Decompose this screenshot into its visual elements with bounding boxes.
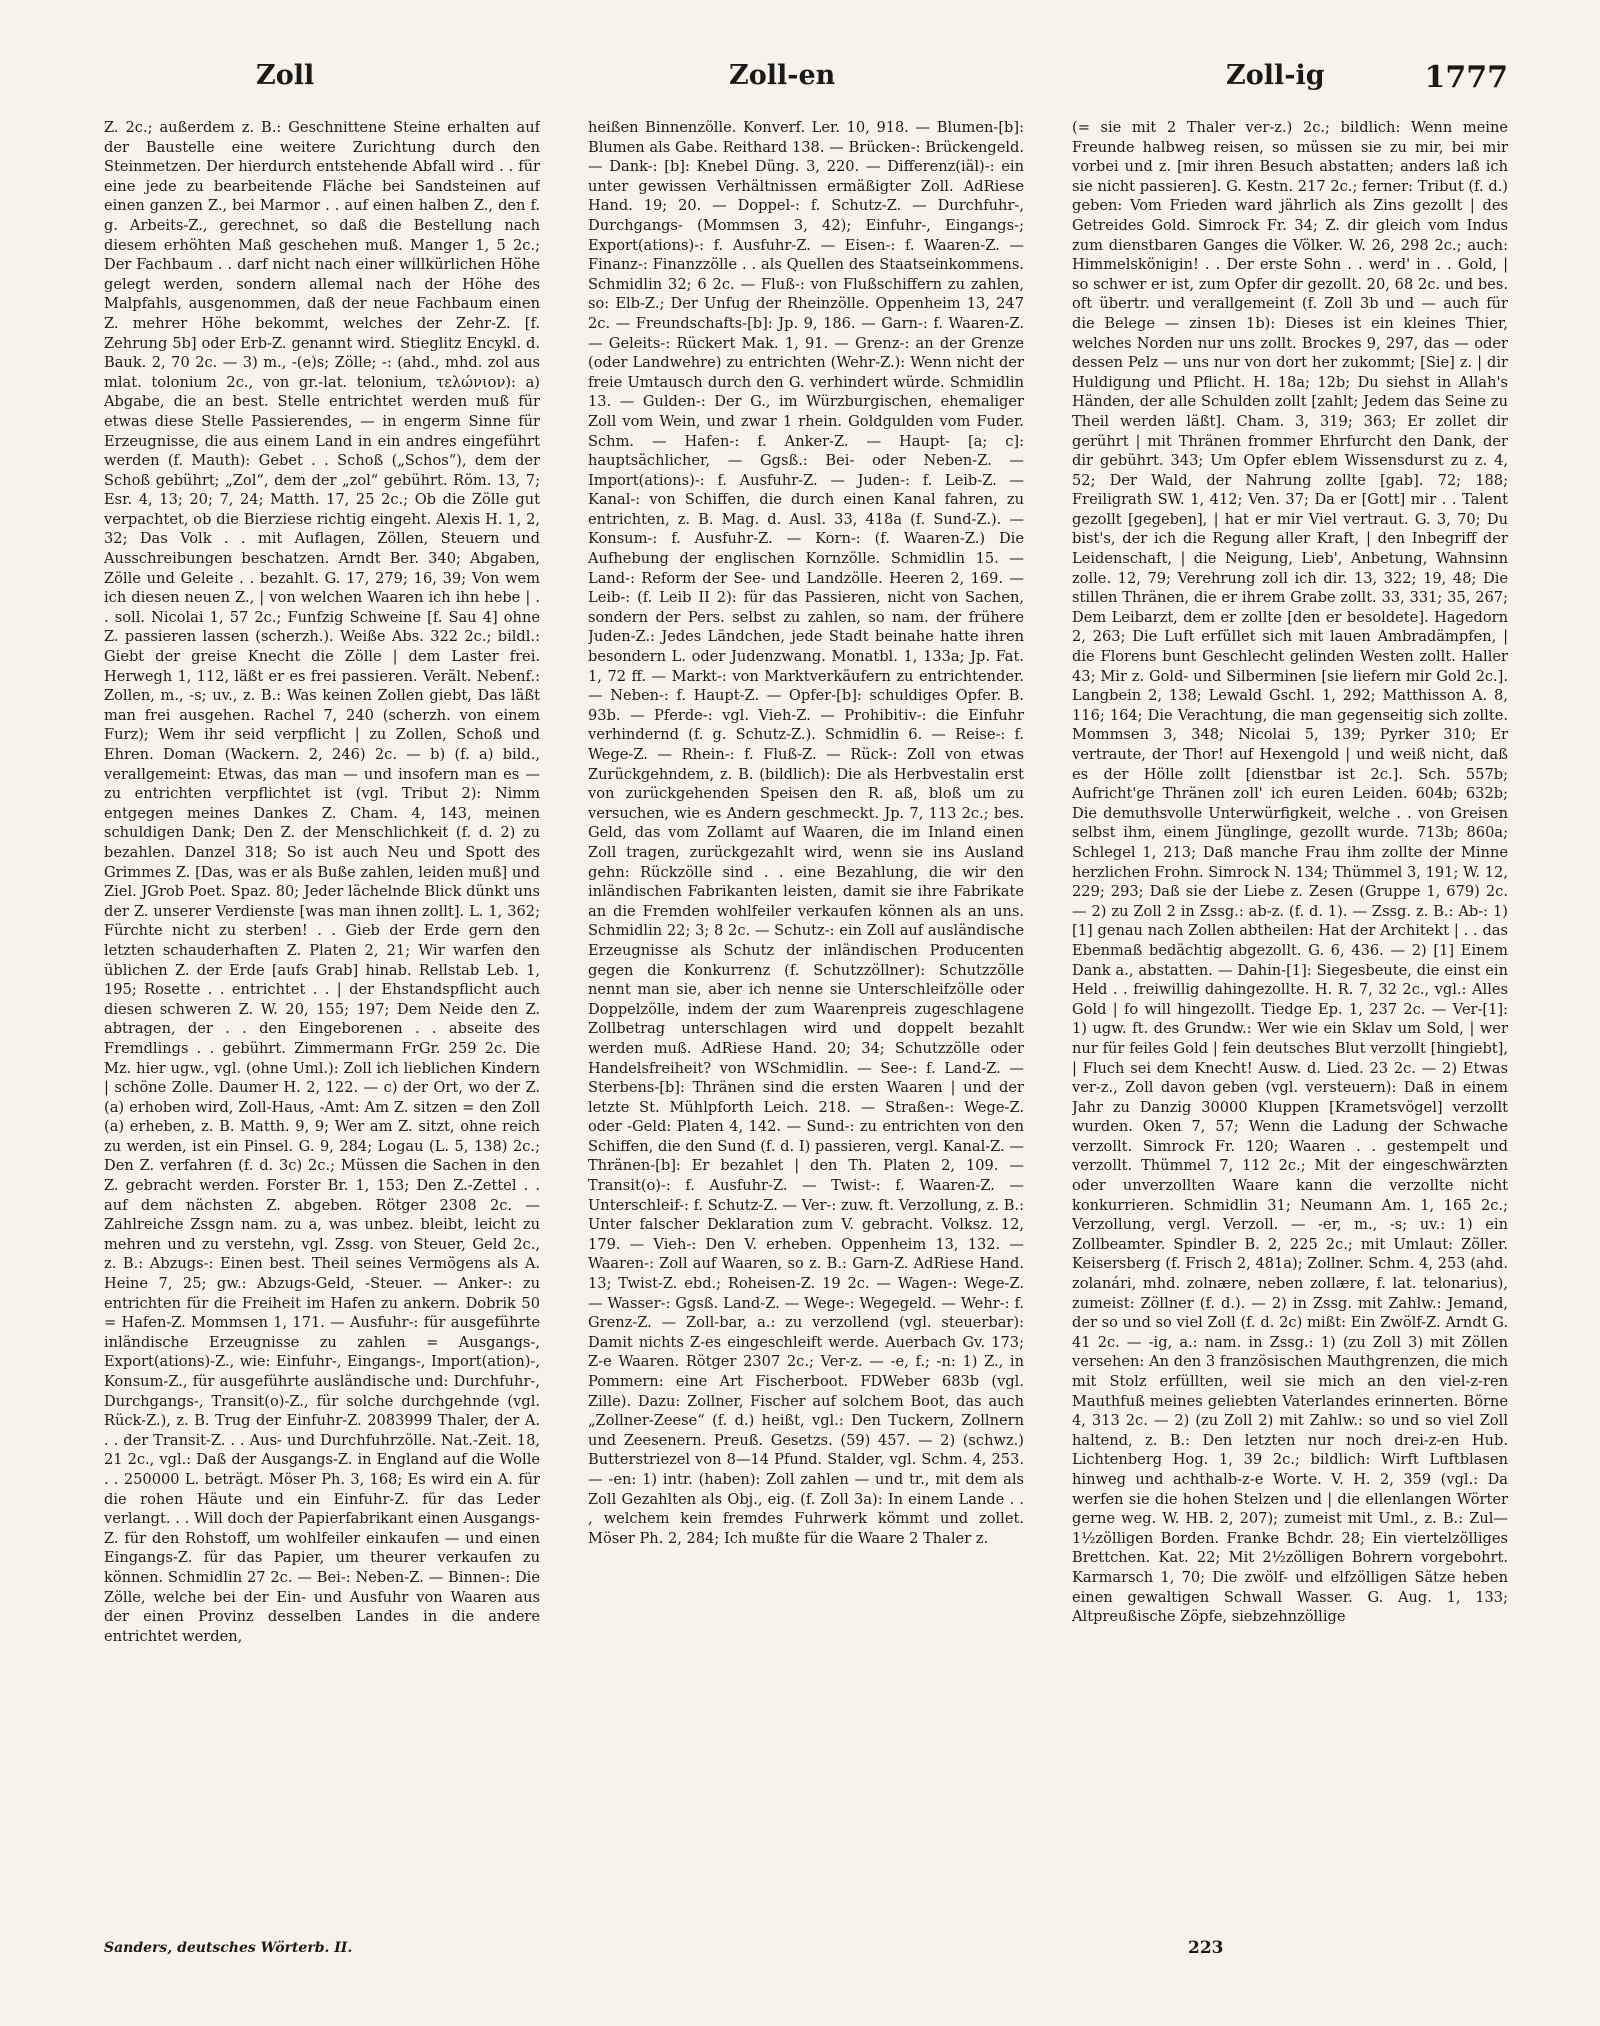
dictionary-page-body [104,118,1508,1898]
page-number: 1777 [1424,60,1508,95]
header-center-catchword: Zoll-en [729,60,836,91]
column-2-text: heißen Binnenzölle. Konverf. Ler. 10, 918. — Blumen-[b]: Blumen als Gabe. Reithard 138. — Brücken-: Brückengeld. — Dank-: [b]: Knebel Düng. 3, 220. — Differenz(iäl)-: ein unter gewissen Verhältnissen ermäßigter Zoll. AdRiese Hand. 19; 20. — Doppel-: f. Schutz-Z. — Durchfuhr-, Durchgangs- (Mommsen 3, 42); Einfuhr-, Eingangs-; Export(ations)-: f. Ausfuhr-Z. — Eisen-: f. Waaren-Z. — Finanz-: Finanzzölle . . als Quellen des Staatseinkommens. Schmidlin 32; 6 2c. — Fluß-: von Flußschiffern zu zahlen, so: Elb-Z.; Der Unfug der Rheinzölle. Oppenheim 13, 247 2c. — Freundschafts-[b]: Jp. 9, 186. — Garn-: f. Waaren-Z. — Geleits-: Rückert Mak. 1, 91. — Grenz-: an der Grenze (oder Landwehre) zu entrichten (Wehr-Z.): Wenn nicht der freie Umtausch durch den G. verhindert würde. Schmidlin 13. — Gulden-: Der G., im Würzburgischen, ehemaliger Zoll vom Wein, und zwar 1 rhein. Goldgulden vom Fuder. Schm. — Hafen-: f. Anker-Z. — Haupt- [a; c]: hauptsächlicher, — Ggsß.: Bei- oder Neben-Z. — Import(ations)-: f. Ausfuhr-Z. — Juden-: f. Leib-Z. — Kanal-: von Schiffen, die durch einen Kanal fahren, zu entrichten, z. B. Mag. d. Ausl. 33, 418a (f. Sund-Z.). — Konsum-: f. Ausfuhr-Z. — Korn-: (f. Waaren-Z.) Die Aufhebung der englischen Kornzölle. Schmidlin 15. — Land-: Reform der See- und Landzölle. Heeren 2, 169. — Leib-: (f. Leib II 2): für das Passieren, nicht von Sachen, sondern der Pers. selbst zu zahlen, so nam. der frühere Juden-Z.: Jedes Ländchen, jede Stadt beinahe hatte ihren besondern L. oder Judenzwang. Monatbl. 1, 133a; Jp. Fat. 1, 72 ff. — Markt-: von Marktverkäufern zu entrichtender. — Neben-: f. Haupt-Z. — Opfer-[b]: schuldiges Opfer. B. 93b. — Pferde-: vgl. Vieh-Z. — Prohibitiv-: die Einfuhr verhindernd (f. g. Schutz-Z.). Schmidlin 6. — Reise-: f. Wege-Z. — Rhein-: f. Fluß-Z. — Rück-: Zoll von etwas Zurückgehndem, z. B. (bildlich): Die als Herbvestalin erst von zurückgehenden Speisen den R. aß, bloß um zu versuchen, wie es Andern geschmeckt. Jp. 7, 113 2c.; bes. Geld, das vom Zollamt auf Waaren, die im Inland einen Zoll tragen, zurückgezahlt wird, wenn sie ins Ausland gehn: Rückzölle sind . . eine Bezahlung, die wir den inländischen Fabrikanten leisten, damit sie ihre Fabrikate an die Fremden wohlfeiler verkaufen können als an uns. Schmidlin 22; 3; 8 2c. — Schutz-: ein Zoll auf ausländische Erzeugnisse als Schutz der inländischen Producenten gegen die Konkurrenz (f. Schutzzöllner): Schutzzölle nennt man sie, aber ich nenne sie Unterschleifzölle oder Doppelzölle, indem der zum Waarenpreis zugeschlagene Zollbetrag unterschlagen wird und doppelt bezahlt werden muß. AdRiese Hand. 20; 34; Schutzzölle oder Handelsfreiheit? von WSchmidlin. — See-: f. Land-Z. — Sterbens-[b]: Thränen sind die ersten Waaren | und der letzte St. Mühlpforth Leich. 218. — Straßen-: Wege-Z. oder -Geld: Platen 4, 142. — Sund-: zu entrichten von den Schiffen, die den Sund (f. d. I) passieren, vergl. Kanal-Z. — Thränen-[b]: Er bezahlet | den Th. Platen 2, 109. — Transit(o)-: f. Ausfuhr-Z. — Twist-: f. Waaren-Z. — Unterschleif-: f. Schutz-Z. — Ver-: zuw. ft. Verzollung, z. B.: Unter falscher Deklaration zum V. gebracht. Volksz. 12, 179. — Vieh-: Den V. erheben. Oppenheim 13, 132. — Waaren-: Zoll auf Waaren, so z. B.: Garn-Z. AdRiese Hand. 13; Twist-Z. ebd.; Roheisen-Z. 19 2c. — Wagen-: Wege-Z. — Wasser-: Ggsß. Land-Z. — Wege-: Wegegeld. — Wehr-: f. Grenz-Z. — Zoll-bar, a.: zu verzollend (vgl. steuerbar): Damit nichts Z-es eingeschleift werde. Auerbach Gv. 173; Z-e Waaren. Rötger 2307 2c.; Ver-z. — -e, f.; -n: 1) Z., in Pommern: eine Art Fischerboot. FDWeber 683b (vgl. Zille). Dazu: Zollner, Fischer auf solchem Boot, das auch „Zollner-Zeese“ (f. d.) heißt, vgl.: Den Tuckern, Zollnern und Zeesenern. Preuß. Gesetzs. (59) 457. — 2) (schwz.) Butterstriezel von 8—14 Pfund. Stalder, vgl. Schm. 4, 253. — -en: 1) intr. (haben): Zoll zahlen — und tr., mit dem als Zoll Gezahlten als Obj., eig. (f. Zoll 3a): In einem Lande . . , welchem kein fremdes Fuhrwerk kömmt und zollet. Möser Ph. 2, 284; Ich mußte für die Waare 2 Thaler z. [588,119,1024,1547]
header-left-catchword: Zoll [256,60,315,91]
running-header [104,52,1508,95]
footer-signature-mark: 223 [1188,1938,1224,1958]
footer-source: Sanders, deutsches Wörterb. II. [104,1940,353,1956]
text-column-1 [104,118,540,1888]
text-column-3 [1072,118,1508,1888]
column-1-text: Z. 2c.; außerdem z. B.: Geschnittene Steine erhalten auf der Baustelle eine weitere Zurichtung durch den Steinmetzen. Der hierdurch entstehende Abfall wird . . für eine jede zu bearbeitende Fläche bei Sandsteinen auf einen ganzen Z., bei Marmor . . auf einen halben Z., den f. g. Arbeits-Z., gerechnet, so daß die Bestellung nach diesem erhöhten Maß geschehen muß. Manger 1, 5 2c.; Der Fachbaum . . darf nicht nach einer willkürlichen Höhe gelegt werden, sondern allemal nach der Höhe des Malpfahls, ausgenommen, daß der neue Fachbaum einen Z. mehrer Höhe bekommt, welches der Zehr-Z. [f. Zehrung 5b] oder Erb-Z. genannt wird. Stieglitz Encykl. d. Bauk. 2, 70 2c. — 3) m., -(e)s; Zölle; -: (ahd., mhd. zol aus mlat. tolonium 2c., von gr.-lat. telonium, τελώνιον): a) Abgabe, die an best. Stelle entrichtet werden muß für etwas diese Stelle Passierendes, — in engerm Sinne für Erzeugnisse, die aus einem Land in ein andres eingeführt werden (f. Mauth): Gebet . . Schoß („Schos“), dem der Schoß gebührt; „Zol“, dem der „zol“ gebührt. Röm. 13, 7; Esr. 4, 13; 20; 7, 24; Matth. 17, 25 2c.; Ob die Zölle gut verpachtet, ob die Bierziese richtig eingeht. Alexis H. 1, 2, 32; Das Volk . . mit Auflagen, Zöllen, Steuern und Ausschreibungen beschatzen. Arndt Ber. 340; Abgaben, Zölle und Geleite . . bezahlt. G. 17, 279; 16, 39; Von wem ich diesen neuen Z., | von welchen Waaren ich ihn hebe | . . soll. Nicolai 1, 57 2c.; Funfzig Schweine [f. Sau 4] ohne Z. passieren lassen (scherzh.). Weiße Abs. 322 2c.; bildl.: Giebt der greise Knecht die Zölle | dem Laster frei. Herwegh 1, 112, läßt er es frei passieren. Verält. Nebenf.: Zollen, m., -s; uv., z. B.: Was keinen Zollen giebt, Das läßt man frei ausgehen. Rachel 7, 240 (scherzh. von einem Furz); Wem ihr seid verpflicht | zu Zollen, Schoß und Ehren. Doman (Wackern. 2, 246) 2c. — b) (f. a) bild., verallgemeint: Etwas, das man — und insofern man es — zu entrichten verpflichtet ist (vgl. Tribut 2): Nimm entgegen meines Dankes Z. Cham. 4, 143, meinen schuldigen Dank; Den Z. der Menschlichkeit (f. d. 2) zu bezahlen. Danzel 318; So ist auch Neu und Spott des Grimmes Z. [Das, was er als Buße zahlen, leiden muß] und Ziel. JGrob Poet. Spaz. 80; Jeder lächelnde Blick dünkt uns der Z. unserer Verdienste [was man ihnen zollt]. L. 1, 362; Fürchte nicht zu sterben! . . Gieb der Erde gern den letzten schauderhaften Z. Platen 2, 21; Wir warfen den üblichen Z. der Erde [aufs Grab] hinab. Rellstab Leb. 1, 195; Rosette . . entrichtet . . | der Ehstandspflicht auch diesen schweren Z. W. 20, 155; 197; Dem Neide den Z. abtragen, der . . den Eingeborenen . . abseite des Fremdlings . . gebührt. Zimmermann FrGr. 259 2c. Die Mz. hier ugw., vgl. (ohne Uml.): Zoll ich lieblichen Kindern | schöne Zolle. Daumer H. 2, 122. — c) der Ort, wo der Z. (a) erhoben wird, Zoll-Haus, -Amt: Am Z. sitzen = den Zoll (a) erheben, z. B. Matth. 9, 9; Wer am Z. sitzt, ohne reich zu werden, ist ein Pinsel. G. 9, 284; Logau (L. 5, 138) 2c.; Den Z. verfahren (f. d. 3c) 2c.; Müssen die Sachen in den Z. gebracht werden. Forster Br. 1, 153; Den Z.-Zettel . . auf dem nächsten Z. abgeben. Rötger 2308 2c. — Zahlreiche Zssgn nam. zu a, was unbez. bleibt, leicht zu mehren und zu verstehn, vgl. Zssg. von Steuer, Geld 2c., z. B.: Abzugs-: Einen best. Theil seines Vermögens als A. Heine 7, 25; gw.: Abzugs-Geld, -Steuer. — Anker-: zu entrichten für die Freiheit im Hafen zu ankern. Dobrik 50 = Hafen-Z. Mommsen 1, 171. — Ausfuhr-: für ausgeführte inländische Erzeugnisse zu zahlen = Ausgangs-, Export(ations)-Z., wie: Einfuhr-, Eingangs-, Import(ation)-, Konsum-Z., für ausgeführte ausländische und: Durchfuhr-, Durchgangs-, Transit(o)-Z., für solche durchgehnde (vgl. Rück-Z.), z. B. Trug der Einfuhr-Z. 2083999 Thaler, der A. . . der Transit-Z. . . Aus- und Durchfuhrzölle. Nat.-Zeit. 18, 21 2c., vgl.: Daß der Ausgangs-Z. in England auf die Wolle . . 250000 L. beträgt. Möser Ph. 3, 168; Es wird ein A. für die rohen Häute und ein Einfuhr-Z. für das Leder verlangt. . . Will doch der Papierfabrikant einen Ausgangs-Z. für den Rohstoff, um wohlfeiler einkaufen — und einen Eingangs-Z. für das Papier, um theurer verkaufen zu können. Schmidlin 27 2c. — Bei-: Neben-Z. — Binnen-: Die Zölle, welche bei der Ein- und Ausfuhr von Waaren aus der einen Provinz desselben Landes in die andere entrichtet werden, [104,119,540,1645]
text-column-2 [588,118,1024,1888]
column-3-text: (= sie mit 2 Thaler ver-z.) 2c.; bildlich: Wenn meine Freunde halbweg reisen, so müssen sie zu mir, bei mir vorbei und z. [mir ihren Besuch abstatten; anders laß ich sie nicht passieren]. G. Kestn. 217 2c.; ferner: Tribut (f. d.) geben: Vom Frieden ward jährlich als Zins gezollt | des Getreides Gold. Simrock Fr. 34; Z. dir gleich vom Indus zum dienstbaren Ganges die Völker. W. 26, 298 2c.; auch: Himmelskönigin! . . Der erste Sohn . . werd' in . . Gold, | so schwer er ist, zum Opfer dir gezollt. 20, 68 2c. und bes. oft übertr. und verallgemeint (f. Zoll 3b und — auch für die Belege — zinsen 1b): Dieses ist ein kleines Thier, welches Norden nur uns zollt. Brockes 9, 297, das — oder dessen Pelz — uns nur von dort her zukommt; [Sie] z. | dir Huldigung und Pflicht. H. 18a; 12b; Du siehst in Allah's Händen, der alle Schulden zollt [zahlt; Jedem das Seine zu Theil werden läßt]. Cham. 3, 319; 363; Er zollet dir gerührt | mit Thränen frommer Ehrfurcht den Dank, der dir gebührt. 343; Um Opfer eblem Wissensdurst zu z. 4, 52; Der Wald, der Nahrung zollte [gab]. 72; 188; Freiligrath SW. 1, 412; Ven. 37; Da er [Gott] mir . . Talent gezollt [gegeben], | hat er mir Viel vertraut. G. 3, 70; Du bist's, der ich die Regung aller Kraft, | den Inbegriff der Leidenschaft, | die Neigung, Lieb', Anbetung, Wahnsinn zolle. 12, 79; Verehrung zoll ich dir. 13, 322; 19, 48; Die stillen Thränen, die er ihrem Grabe zollt. 33, 331; 35, 267; Dem Leibarzt, dem er zollte [den er besoldete]. Hagedorn 2, 263; Die Luft erfüllet sich mit lauen Ambradämpfen, | die Florens bunt Geschlecht gelinden Westen zollt. Haller 43; Mir z. Gold- und Silberminen [sie liefern mir Gold 2c.]. Langbein 2, 138; Lewald Gschl. 1, 292; Matthisson A. 8, 116; 164; Die Verachtung, die man gegenseitig sich zollte. Mommsen 3, 348; Nicolai 5, 139; Pyrker 310; Er vertraute, der Thor! auf Hexengold | und weiß nicht, daß es der Hölle zollt [dienstbar ist 2c.]. Sch. 557b; Aufricht'ge Thränen zoll' ich euren Leiden. 604b; 632b; Die demuthsvolle Unterwürfigkeit, welche . . von Greisen selbst ihm, einem Jünglinge, gezollt wurde. 713b; 860a; Schlegel 1, 213; Daß manche Frau ihm zollte der Minne herzlichen Frohn. Simrock N. 134; Thümmel 3, 191; W. 12, 229; 293; Daß sie der Liebe z. Zesen (Gruppe 1, 679) 2c. — 2) zu Zoll 2 in Zssg.: ab-z. (f. d. 1). — Zssg. z. B.: Ab-: 1) [1] genau nach Zollen abtheilen: Hat der Architekt | . . das Ebenmaß bedächtig abgezollt. G. 6, 436. — 2) [1] Einem Dank a., abstatten. — Dahin-[1]: Siegesbeute, die einst ein Held . . freiwillig dahingezollte. H. R. 7, 32 2c., vgl.: Alles Gold | fo will hingezollt. Tiedge Ep. 1, 237 2c. — Ver-[1]: 1) ugw. ft. des Grundw.: Wer wie ein Sklav um Sold, | wer nur für feiles Gold | fein deutsches Blut verzollt [hingiebt], | Fluch sei dem Knecht! Ausw. d. Lied. 23 2c. — 2) Etwas ver-z., Zoll davon geben (vgl. versteuern): Daß in einem Jahr zu Danzig 30000 Kluppen [Krametsvögel] verzollt wurden. Oken 7, 57; Wenn die Ladung der Schwache verzollt. Simrock Fr. 120; Waaren . . gestempelt und verzollt. Thümmel 7, 112 2c.; Mit der eingeschwärzten oder unverzollten Waare kann die verzollte nicht konkurrieren. Schmidlin 31; Neumann Am. 1, 165 2c.; Verzollung, vergl. Verzoll. — -er, m., -s; uv.: 1) ein Zollbeamter. Spindler B. 2, 225 2c.; mit Umlaut: Zöller. Keisersberg (f. Frisch 2, 481a); Zollner. Schm. 4, 253 (ahd. zolanári, mhd. zolnære, neben zollære, f. lat. telonarius), zumeist: Zöllner (f. d.). — 2) in Zssg. mit Zahlw.: Jemand, der so und so viel Zoll (f. d. 2c) mißt: Ein Zwölf-Z. Arndt G. 41 2c. — -ig, a.: nam. in Zssg.: 1) (zu Zoll 3) mit Zöllen versehen: An den 3 französischen Mauthgrenzen, die mich mit Stolz erfüllten, weil sie mich an den viel-z-ren Mauthfuß meines geliebten Vaterlandes erinnerten. Börne 4, 313 2c. — 2) (zu Zoll 2) mit Zahlw.: so und so viel Zoll haltend, z. B.: Den letzten nur noch drei-z-en Hub. Lichtenberg Hog. 1, 39 2c.; bildlich: Wirft Luftblasen hinweg und achthalb-z-e Worte. V. H. 2, 359 (vgl.: Da werfen sie die hohen Stelzen und | die ellenlangen Wörter gerne weg. W. HB. 2, 207); zumeist mit Uml., z. B.: Zul—1½zölligen Borden. Franke Bchdr. 28; Ein viertelzölliges Brettchen. Kat. 22; Mit 2½zölligen Bohrern vorgebohrt. Karmarsch 1, 70; Die zwölf- und elfzölligen Sätze heben einen gewaltigen Schwall Wasser. G. Aug. 1, 133; Altpreußische Zöpfe, siebzehnzöllige [1072,119,1508,1626]
header-right-catchword: Zoll-ig [1226,60,1325,91]
